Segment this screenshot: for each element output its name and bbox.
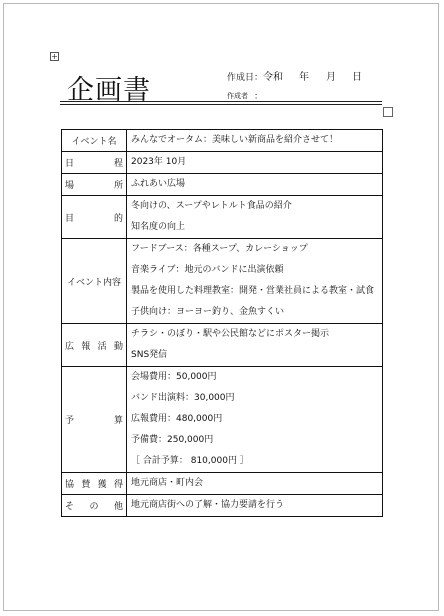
row-label-cell[interactable] xyxy=(62,130,127,152)
row-label-char: 活 xyxy=(97,341,107,352)
table-move-handle-icon[interactable]: + xyxy=(51,52,58,61)
row-label: イベント名 xyxy=(71,137,117,147)
row-label xyxy=(65,211,123,224)
row-value-line: 冬向けの、スープやレトルト食品の紹介 xyxy=(131,201,292,211)
row-label-char: 報 xyxy=(81,341,91,352)
row-label xyxy=(65,499,123,512)
row-label-char: 獲 xyxy=(97,480,107,490)
row-value-line: バンド出演料：30,000円 xyxy=(131,393,235,403)
row-value-line: 子供向け：ヨーヨー釣り、金魚すくい xyxy=(131,307,285,317)
row-value-line: 地元商店・町内会 xyxy=(131,478,204,488)
row-value-cell[interactable] xyxy=(127,152,383,174)
row-label-char: 得 xyxy=(113,480,123,490)
plan-table xyxy=(61,129,383,517)
row-value-cell[interactable] xyxy=(127,174,383,196)
row-value-cell[interactable] xyxy=(127,196,383,239)
row-label-char: 広 xyxy=(65,341,75,352)
row-label-char: 予 xyxy=(65,416,75,426)
row-value-cell[interactable] xyxy=(127,367,383,473)
row-label xyxy=(65,156,123,169)
row-label xyxy=(65,413,123,426)
row-label-char: の xyxy=(89,502,99,512)
author-colon: ： xyxy=(254,92,264,102)
row-value-line: 広報費用：480,000円 xyxy=(131,414,223,424)
year-unit: 年 xyxy=(299,72,309,83)
table-row-purpose xyxy=(62,196,383,239)
table-row-venue xyxy=(62,174,383,196)
row-label-cell[interactable] xyxy=(62,495,127,517)
row-value-line: ふれあい広場 xyxy=(131,179,186,189)
row-value-line: フードブース：各種スープ、カレーショップ xyxy=(131,244,308,254)
row-value-line: 地元商店街への了解・協力要請を行う xyxy=(131,500,285,510)
row-value-line: 予備費：250,000円 xyxy=(131,435,214,445)
row-label xyxy=(65,339,123,352)
row-label-cell[interactable] xyxy=(62,196,127,239)
row-label-char: 的 xyxy=(113,213,123,224)
row-value-line: チラシ・のぼり・駅や公民館などにポスター掲示 xyxy=(131,329,330,339)
month-unit: 月 xyxy=(326,72,336,83)
row-label-char: 場 xyxy=(65,181,75,191)
row-value-cell[interactable] xyxy=(127,473,383,495)
row-label-char: そ xyxy=(65,502,75,512)
row-label-char: 動 xyxy=(113,341,123,352)
table-row-budget xyxy=(62,367,383,473)
row-label xyxy=(65,477,123,490)
era-text: 令和 xyxy=(263,72,283,83)
row-label xyxy=(65,178,123,191)
row-label-cell[interactable] xyxy=(62,152,127,174)
row-value-line: みんなでオータム：美味しい新商品を紹介させて！ xyxy=(131,135,339,145)
row-value-cell[interactable] xyxy=(127,239,383,324)
row-value-cell[interactable] xyxy=(127,495,383,517)
row-value-line: 製品を使用した料理教室：開発・営業社員による教室・試食 xyxy=(131,286,375,296)
day-unit: 日 xyxy=(352,72,362,83)
row-label: イベント内容 xyxy=(66,277,121,288)
row-label-char: 賛 xyxy=(81,480,91,490)
table-resize-handle-icon[interactable] xyxy=(383,107,393,117)
row-label-char: 算 xyxy=(113,416,123,426)
row-label-cell[interactable] xyxy=(62,174,127,196)
row-label-char: 協 xyxy=(65,480,75,490)
table-row-sponsorship xyxy=(62,473,383,495)
table-row-other xyxy=(62,495,383,517)
row-label-cell[interactable] xyxy=(62,473,127,495)
row-value-line: 音楽ライブ：地元のバンドに出演依頼 xyxy=(131,265,284,275)
row-value-line: 2023年 10月 xyxy=(131,157,187,167)
title-underline xyxy=(60,101,382,105)
row-label-char: 程 xyxy=(113,159,123,169)
table-row-event-name xyxy=(62,130,383,152)
row-value-cell[interactable] xyxy=(127,130,383,152)
row-label-char: 他 xyxy=(113,502,123,512)
author-label: 作成者 xyxy=(227,92,248,100)
table-row-event-content xyxy=(62,239,383,324)
row-value-line: SNS発信 xyxy=(131,350,168,360)
row-label-char: 目 xyxy=(65,213,75,224)
row-value-cell[interactable] xyxy=(127,324,383,367)
row-value-line: ［ 合計予算： 810,000円 ］ xyxy=(131,456,249,466)
row-label-char: 日 xyxy=(65,159,75,169)
table-row-publicity xyxy=(62,324,383,367)
row-label-cell[interactable] xyxy=(62,367,127,473)
row-label-cell[interactable] xyxy=(62,239,127,324)
row-value-line: 知名度の向上 xyxy=(131,222,186,232)
creation-date-label: 作成日： xyxy=(227,73,264,83)
row-label-char: 所 xyxy=(113,181,123,191)
document-title: 企画書 xyxy=(67,75,151,106)
row-label-cell[interactable] xyxy=(62,324,127,367)
table-row-schedule xyxy=(62,152,383,174)
row-value-line: 会場費用：50,000円 xyxy=(131,372,217,382)
